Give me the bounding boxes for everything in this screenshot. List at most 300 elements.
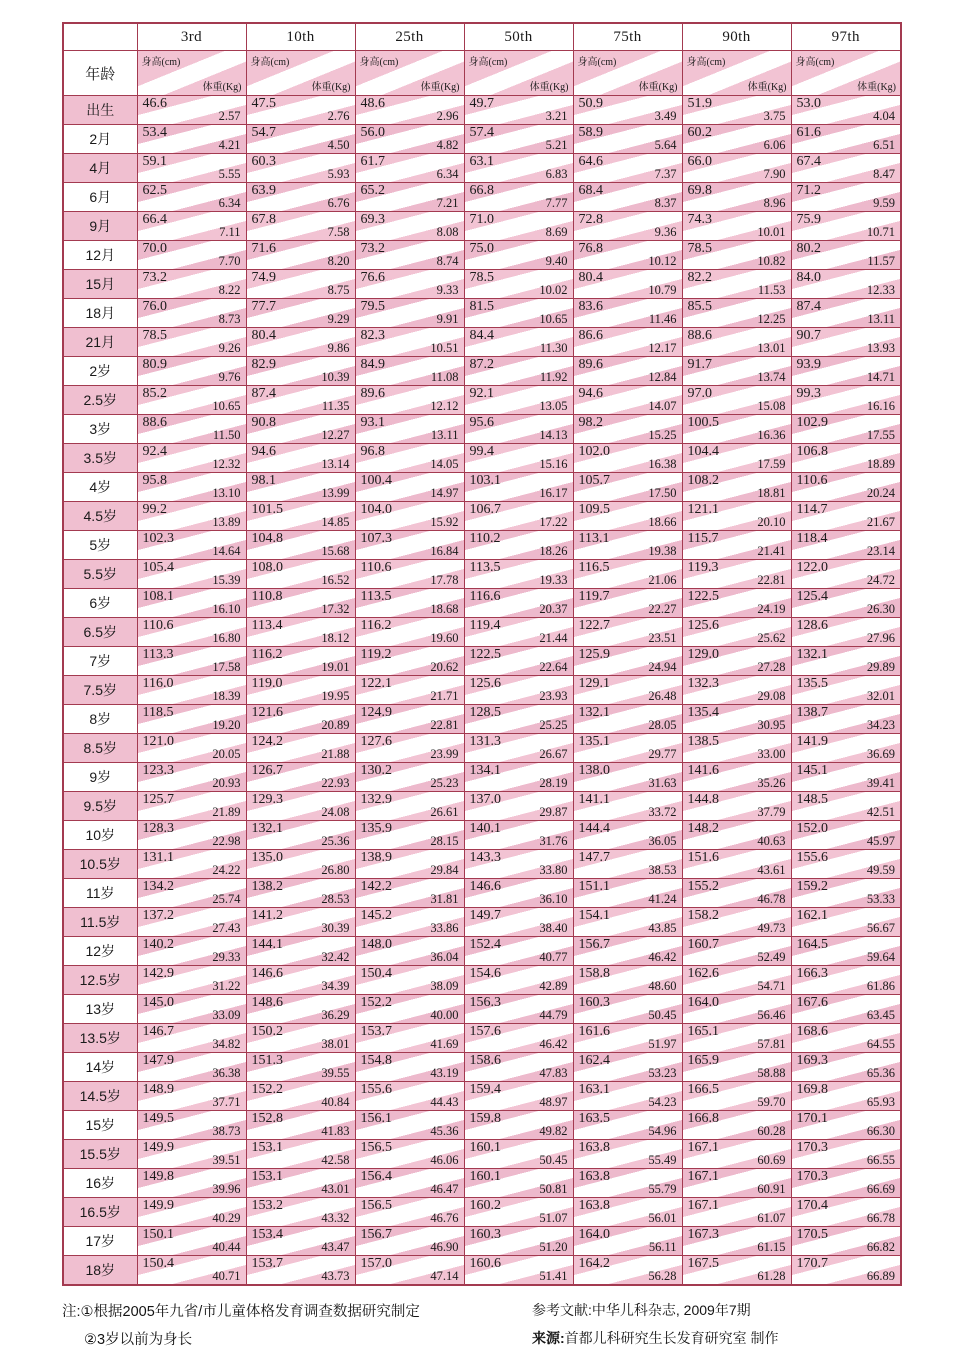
weight-value: 25.74 xyxy=(212,892,241,906)
measurement-cell xyxy=(573,212,682,241)
weight-value: 32.42 xyxy=(321,950,350,964)
table-row xyxy=(63,299,901,328)
measurement-cell xyxy=(355,96,464,125)
weight-value: 47.83 xyxy=(539,1066,568,1080)
measurement-cell xyxy=(791,676,901,705)
measurement-cell xyxy=(355,792,464,821)
weight-value: 7.21 xyxy=(436,196,459,210)
measurement-cell xyxy=(246,1198,355,1227)
measurement-cell xyxy=(246,908,355,937)
measurement-cell xyxy=(355,1082,464,1111)
weight-value: 18.26 xyxy=(539,544,568,558)
weight-unit-label: 体重(Kg) xyxy=(857,82,896,93)
measurement-cell xyxy=(464,792,573,821)
weight-value: 38.73 xyxy=(212,1124,241,1138)
weight-value: 29.87 xyxy=(539,805,568,819)
measurement-cell xyxy=(573,444,682,473)
height-value: 141.2 xyxy=(251,908,283,923)
age-label-cell: 3岁 xyxy=(63,415,137,444)
weight-value: 43.47 xyxy=(321,1240,350,1254)
height-value: 113.1 xyxy=(578,531,610,546)
measurement-cell xyxy=(355,647,464,676)
percentile-header-50th: 50th xyxy=(464,23,573,51)
weight-value: 49.59 xyxy=(866,863,895,877)
weight-value: 4.04 xyxy=(873,109,895,123)
height-value: 69.8 xyxy=(687,183,712,198)
source-line xyxy=(532,1328,779,1348)
weight-value: 46.42 xyxy=(539,1037,568,1051)
measurement-cell xyxy=(355,966,464,995)
weight-value: 25.23 xyxy=(430,776,459,790)
age-label-cell: 4岁 xyxy=(63,473,137,502)
weight-value: 11.57 xyxy=(867,254,895,268)
height-value: 90.7 xyxy=(796,328,821,343)
height-value: 167.1 xyxy=(687,1198,719,1213)
weight-value: 13.14 xyxy=(321,457,350,471)
height-value: 163.8 xyxy=(578,1198,610,1213)
measurement-cell xyxy=(246,647,355,676)
height-value: 68.4 xyxy=(578,183,603,198)
weight-value: 13.74 xyxy=(757,370,786,384)
height-value: 163.8 xyxy=(578,1140,610,1155)
age-label-cell: 12.5岁 xyxy=(63,966,137,995)
height-value: 53.0 xyxy=(796,96,821,111)
weight-value: 9.40 xyxy=(545,254,568,268)
weight-value: 20.10 xyxy=(757,515,786,529)
weight-value: 26.61 xyxy=(430,805,459,819)
weight-value: 5.55 xyxy=(218,167,241,181)
measurement-cell xyxy=(573,821,682,850)
weight-value: 14.85 xyxy=(321,515,350,529)
weight-value: 28.53 xyxy=(321,892,350,906)
table-header xyxy=(63,23,901,96)
height-value: 116.2 xyxy=(360,618,392,633)
height-value: 160.6 xyxy=(469,1256,501,1271)
weight-value: 9.29 xyxy=(327,312,350,326)
height-value: 150.4 xyxy=(360,966,392,981)
weight-value: 20.05 xyxy=(212,747,241,761)
height-value: 61.6 xyxy=(796,125,821,140)
height-value: 154.1 xyxy=(578,908,610,923)
measurement-cell xyxy=(137,444,246,473)
measurement-cell xyxy=(682,299,791,328)
weight-value: 10.71 xyxy=(866,225,895,239)
weight-value: 10.02 xyxy=(539,283,568,297)
measurement-cell xyxy=(791,618,901,647)
age-label-cell: 10岁 xyxy=(63,821,137,850)
measurement-cell xyxy=(682,937,791,966)
weight-value: 36.04 xyxy=(430,950,459,964)
height-value: 153.1 xyxy=(251,1140,283,1155)
weight-value: 40.44 xyxy=(212,1240,241,1254)
height-value: 80.2 xyxy=(796,241,821,256)
weight-value: 31.63 xyxy=(648,776,677,790)
height-value: 163.1 xyxy=(578,1082,610,1097)
height-value: 104.0 xyxy=(360,502,392,517)
height-value: 125.9 xyxy=(578,647,610,662)
measurement-cell xyxy=(246,1169,355,1198)
measurement-cell xyxy=(573,270,682,299)
height-value: 122.0 xyxy=(796,560,828,575)
height-value: 119.7 xyxy=(578,589,610,604)
height-value: 129.1 xyxy=(578,676,610,691)
measurement-cell xyxy=(464,618,573,647)
weight-value: 14.07 xyxy=(648,399,677,413)
weight-value: 29.77 xyxy=(648,747,677,761)
measurement-cell xyxy=(682,154,791,183)
height-value: 157.6 xyxy=(469,1024,501,1039)
measurement-cell xyxy=(573,328,682,357)
height-value: 109.5 xyxy=(578,502,610,517)
weight-value: 8.47 xyxy=(873,167,895,181)
weight-value: 29.89 xyxy=(866,660,895,674)
weight-value: 44.43 xyxy=(430,1095,459,1109)
measurement-cell xyxy=(355,589,464,618)
height-value: 110.6 xyxy=(360,560,392,575)
measurement-cell xyxy=(573,357,682,386)
weight-value: 14.71 xyxy=(866,370,895,384)
weight-value: 2.96 xyxy=(436,109,459,123)
weight-value: 22.27 xyxy=(648,602,677,616)
unit-header-row xyxy=(63,51,901,96)
weight-value: 56.28 xyxy=(648,1269,677,1283)
height-value: 66.8 xyxy=(469,183,494,198)
height-value: 105.7 xyxy=(578,473,610,488)
height-unit-label: 身高(cm) xyxy=(577,57,617,68)
measurement-cell xyxy=(464,328,573,357)
height-value: 165.1 xyxy=(687,1024,719,1039)
measurement-cell xyxy=(137,183,246,212)
measurement-cell xyxy=(573,1053,682,1082)
measurement-cell xyxy=(464,937,573,966)
height-value: 113.3 xyxy=(142,647,174,662)
weight-value: 7.11 xyxy=(219,225,241,239)
measurement-cell xyxy=(791,502,901,531)
weight-value: 22.81 xyxy=(430,718,459,732)
measurement-cell xyxy=(464,357,573,386)
weight-value: 8.75 xyxy=(327,283,350,297)
weight-value: 48.97 xyxy=(539,1095,568,1109)
height-value: 79.5 xyxy=(360,299,385,314)
height-value: 60.2 xyxy=(687,125,712,140)
table-row xyxy=(63,763,901,792)
measurement-cell xyxy=(682,734,791,763)
measurement-cell xyxy=(246,879,355,908)
height-value: 144.8 xyxy=(687,792,719,807)
weight-value: 15.39 xyxy=(212,573,241,587)
weight-value: 17.78 xyxy=(430,573,459,587)
measurement-cell xyxy=(137,705,246,734)
table-row xyxy=(63,560,901,589)
height-value: 154.6 xyxy=(469,966,501,981)
age-label-cell: 2月 xyxy=(63,125,137,154)
measurement-cell xyxy=(682,560,791,589)
weight-value: 14.05 xyxy=(430,457,459,471)
measurement-cell xyxy=(682,1082,791,1111)
header-corner-blank xyxy=(63,23,137,51)
measurement-cell xyxy=(355,1169,464,1198)
height-value: 145.2 xyxy=(360,908,392,923)
measurement-cell xyxy=(682,1256,791,1286)
weight-value: 8.22 xyxy=(218,283,241,297)
weight-value: 23.99 xyxy=(430,747,459,761)
measurement-cell xyxy=(791,386,901,415)
unit-header-90th xyxy=(682,51,791,96)
measurement-cell xyxy=(137,415,246,444)
percentile-header-75th: 75th xyxy=(573,23,682,51)
age-label-cell: 9月 xyxy=(63,212,137,241)
height-value: 98.1 xyxy=(251,473,276,488)
age-label-cell: 15.5岁 xyxy=(63,1140,137,1169)
weight-value: 61.15 xyxy=(757,1240,786,1254)
measurement-cell xyxy=(246,821,355,850)
height-value: 82.9 xyxy=(251,357,276,372)
measurement-cell xyxy=(573,473,682,502)
weight-value: 9.76 xyxy=(218,370,241,384)
weight-value: 43.73 xyxy=(321,1269,350,1283)
age-label-cell: 6.5岁 xyxy=(63,618,137,647)
measurement-cell xyxy=(137,1227,246,1256)
weight-value: 54.96 xyxy=(648,1124,677,1138)
weight-value: 3.49 xyxy=(654,109,677,123)
weight-value: 36.38 xyxy=(212,1066,241,1080)
height-value: 93.1 xyxy=(360,415,385,430)
measurement-cell xyxy=(573,908,682,937)
measurement-cell xyxy=(682,1111,791,1140)
height-value: 131.1 xyxy=(142,850,174,865)
height-value: 134.2 xyxy=(142,879,174,894)
height-value: 170.4 xyxy=(796,1198,828,1213)
weight-value: 34.23 xyxy=(866,718,895,732)
height-value: 86.6 xyxy=(578,328,603,343)
height-value: 56.0 xyxy=(360,125,385,140)
height-value: 132.1 xyxy=(796,647,828,662)
height-value: 62.5 xyxy=(142,183,167,198)
measurement-cell xyxy=(682,995,791,1024)
age-label-cell: 7岁 xyxy=(63,647,137,676)
height-value: 84.0 xyxy=(796,270,821,285)
height-value: 95.6 xyxy=(469,415,494,430)
height-value: 106.7 xyxy=(469,502,501,517)
weight-value: 29.33 xyxy=(212,950,241,964)
weight-value: 50.45 xyxy=(539,1153,568,1167)
weight-value: 11.35 xyxy=(321,399,350,413)
table-row xyxy=(63,241,901,270)
weight-value: 38.53 xyxy=(648,863,677,877)
height-value: 78.5 xyxy=(687,241,712,256)
height-value: 67.8 xyxy=(251,212,276,227)
measurement-cell xyxy=(355,357,464,386)
weight-value: 34.39 xyxy=(321,979,350,993)
weight-value: 13.01 xyxy=(757,341,786,355)
height-value: 77.7 xyxy=(251,299,276,314)
table-row xyxy=(63,908,901,937)
unit-header-75th xyxy=(573,51,682,96)
weight-value: 29.84 xyxy=(430,863,459,877)
weight-value: 7.77 xyxy=(545,196,568,210)
height-value: 125.6 xyxy=(469,676,501,691)
weight-value: 9.59 xyxy=(873,196,895,210)
measurement-cell xyxy=(464,154,573,183)
weight-value: 51.20 xyxy=(539,1240,568,1254)
height-value: 155.2 xyxy=(687,879,719,894)
weight-value: 46.42 xyxy=(648,950,677,964)
height-value: 104.8 xyxy=(251,531,283,546)
measurement-cell xyxy=(246,473,355,502)
height-value: 128.6 xyxy=(796,618,828,633)
height-value: 87.4 xyxy=(251,386,276,401)
measurement-cell xyxy=(246,1024,355,1053)
table-row xyxy=(63,734,901,763)
table-row xyxy=(63,995,901,1024)
table-row xyxy=(63,212,901,241)
height-value: 66.0 xyxy=(687,154,712,169)
measurement-cell xyxy=(137,937,246,966)
unit-header-97th xyxy=(791,51,901,96)
weight-value: 16.16 xyxy=(866,399,895,413)
height-value: 76.6 xyxy=(360,270,385,285)
measurement-cell xyxy=(791,125,901,154)
weight-value: 10.12 xyxy=(648,254,677,268)
height-value: 132.9 xyxy=(360,792,392,807)
height-value: 116.0 xyxy=(142,676,174,691)
weight-value: 16.52 xyxy=(321,573,350,587)
weight-value: 4.82 xyxy=(436,138,459,152)
measurement-cell xyxy=(137,1053,246,1082)
height-value: 119.4 xyxy=(469,618,501,633)
age-label-cell: 8岁 xyxy=(63,705,137,734)
height-value: 71.0 xyxy=(469,212,494,227)
height-value: 88.6 xyxy=(142,415,167,430)
height-value: 119.3 xyxy=(687,560,719,575)
height-value: 122.5 xyxy=(687,589,719,604)
height-value: 149.5 xyxy=(142,1111,174,1126)
measurement-cell xyxy=(791,821,901,850)
percentile-header-90th: 90th xyxy=(682,23,791,51)
table-row xyxy=(63,618,901,647)
height-value: 153.7 xyxy=(360,1024,392,1039)
height-value: 161.6 xyxy=(578,1024,610,1039)
weight-value: 55.49 xyxy=(648,1153,677,1167)
height-value: 156.5 xyxy=(360,1198,392,1213)
height-value: 132.1 xyxy=(251,821,283,836)
height-value: 113.4 xyxy=(251,618,283,633)
measurement-cell xyxy=(682,705,791,734)
measurement-cell xyxy=(464,734,573,763)
measurement-cell xyxy=(682,473,791,502)
table-row xyxy=(63,676,901,705)
height-value: 124.9 xyxy=(360,705,392,720)
weight-value: 20.62 xyxy=(430,660,459,674)
height-value: 73.2 xyxy=(360,241,385,256)
weight-value: 33.00 xyxy=(757,747,786,761)
measurement-cell xyxy=(573,618,682,647)
height-value: 143.3 xyxy=(469,850,501,865)
height-value: 165.9 xyxy=(687,1053,719,1068)
height-value: 146.6 xyxy=(469,879,501,894)
measurement-cell xyxy=(246,183,355,212)
weight-value: 12.84 xyxy=(648,370,677,384)
height-value: 170.5 xyxy=(796,1227,828,1242)
weight-value: 46.90 xyxy=(430,1240,459,1254)
height-value: 70.0 xyxy=(142,241,167,256)
measurement-cell xyxy=(791,473,901,502)
weight-value: 38.40 xyxy=(539,921,568,935)
measurement-cell xyxy=(464,96,573,125)
age-label-cell: 10.5岁 xyxy=(63,850,137,879)
measurement-cell xyxy=(464,1024,573,1053)
weight-value: 22.81 xyxy=(757,573,786,587)
height-value: 63.9 xyxy=(251,183,276,198)
weight-value: 19.33 xyxy=(539,573,568,587)
weight-value: 2.76 xyxy=(327,109,350,123)
measurement-cell xyxy=(464,1111,573,1140)
measurement-cell xyxy=(137,154,246,183)
weight-value: 32.01 xyxy=(866,689,895,703)
measurement-cell xyxy=(682,357,791,386)
height-value: 156.7 xyxy=(360,1227,392,1242)
weight-value: 13.99 xyxy=(321,486,350,500)
weight-value: 25.36 xyxy=(321,834,350,848)
weight-value: 6.34 xyxy=(218,196,241,210)
measurement-cell xyxy=(573,1111,682,1140)
percentile-header-97th: 97th xyxy=(791,23,901,51)
measurement-cell xyxy=(573,676,682,705)
height-value: 125.4 xyxy=(796,589,828,604)
unit-header-10th xyxy=(246,51,355,96)
table-row xyxy=(63,792,901,821)
height-value: 80.4 xyxy=(251,328,276,343)
height-value: 152.4 xyxy=(469,937,501,952)
measurement-cell xyxy=(682,241,791,270)
measurement-cell xyxy=(682,531,791,560)
measurement-cell xyxy=(791,1111,901,1140)
measurement-cell xyxy=(137,357,246,386)
measurement-cell xyxy=(573,96,682,125)
percentile-header-25th: 25th xyxy=(355,23,464,51)
measurement-cell xyxy=(464,763,573,792)
weight-value: 18.81 xyxy=(757,486,786,500)
measurement-cell xyxy=(573,502,682,531)
height-value: 150.2 xyxy=(251,1024,283,1039)
height-value: 160.7 xyxy=(687,937,719,952)
height-unit-label: 身高(cm) xyxy=(250,57,290,68)
measurement-cell xyxy=(573,1227,682,1256)
age-label-cell: 11.5岁 xyxy=(63,908,137,937)
measurement-cell xyxy=(137,270,246,299)
height-value: 127.6 xyxy=(360,734,392,749)
height-value: 134.1 xyxy=(469,763,501,778)
height-value: 128.3 xyxy=(142,821,174,836)
weight-value: 33.09 xyxy=(212,1008,241,1022)
measurement-cell xyxy=(355,1024,464,1053)
measurement-cell xyxy=(464,473,573,502)
height-value: 88.6 xyxy=(687,328,712,343)
weight-value: 40.29 xyxy=(212,1211,241,1225)
weight-value: 40.84 xyxy=(321,1095,350,1109)
table-row xyxy=(63,1024,901,1053)
table-row xyxy=(63,1111,901,1140)
height-value: 156.4 xyxy=(360,1169,392,1184)
height-value: 140.1 xyxy=(469,821,501,836)
measurement-cell xyxy=(682,386,791,415)
measurement-cell xyxy=(464,705,573,734)
weight-value: 43.85 xyxy=(648,921,677,935)
measurement-cell xyxy=(355,241,464,270)
measurement-cell xyxy=(464,386,573,415)
measurement-cell xyxy=(464,241,573,270)
weight-value: 58.88 xyxy=(757,1066,786,1080)
